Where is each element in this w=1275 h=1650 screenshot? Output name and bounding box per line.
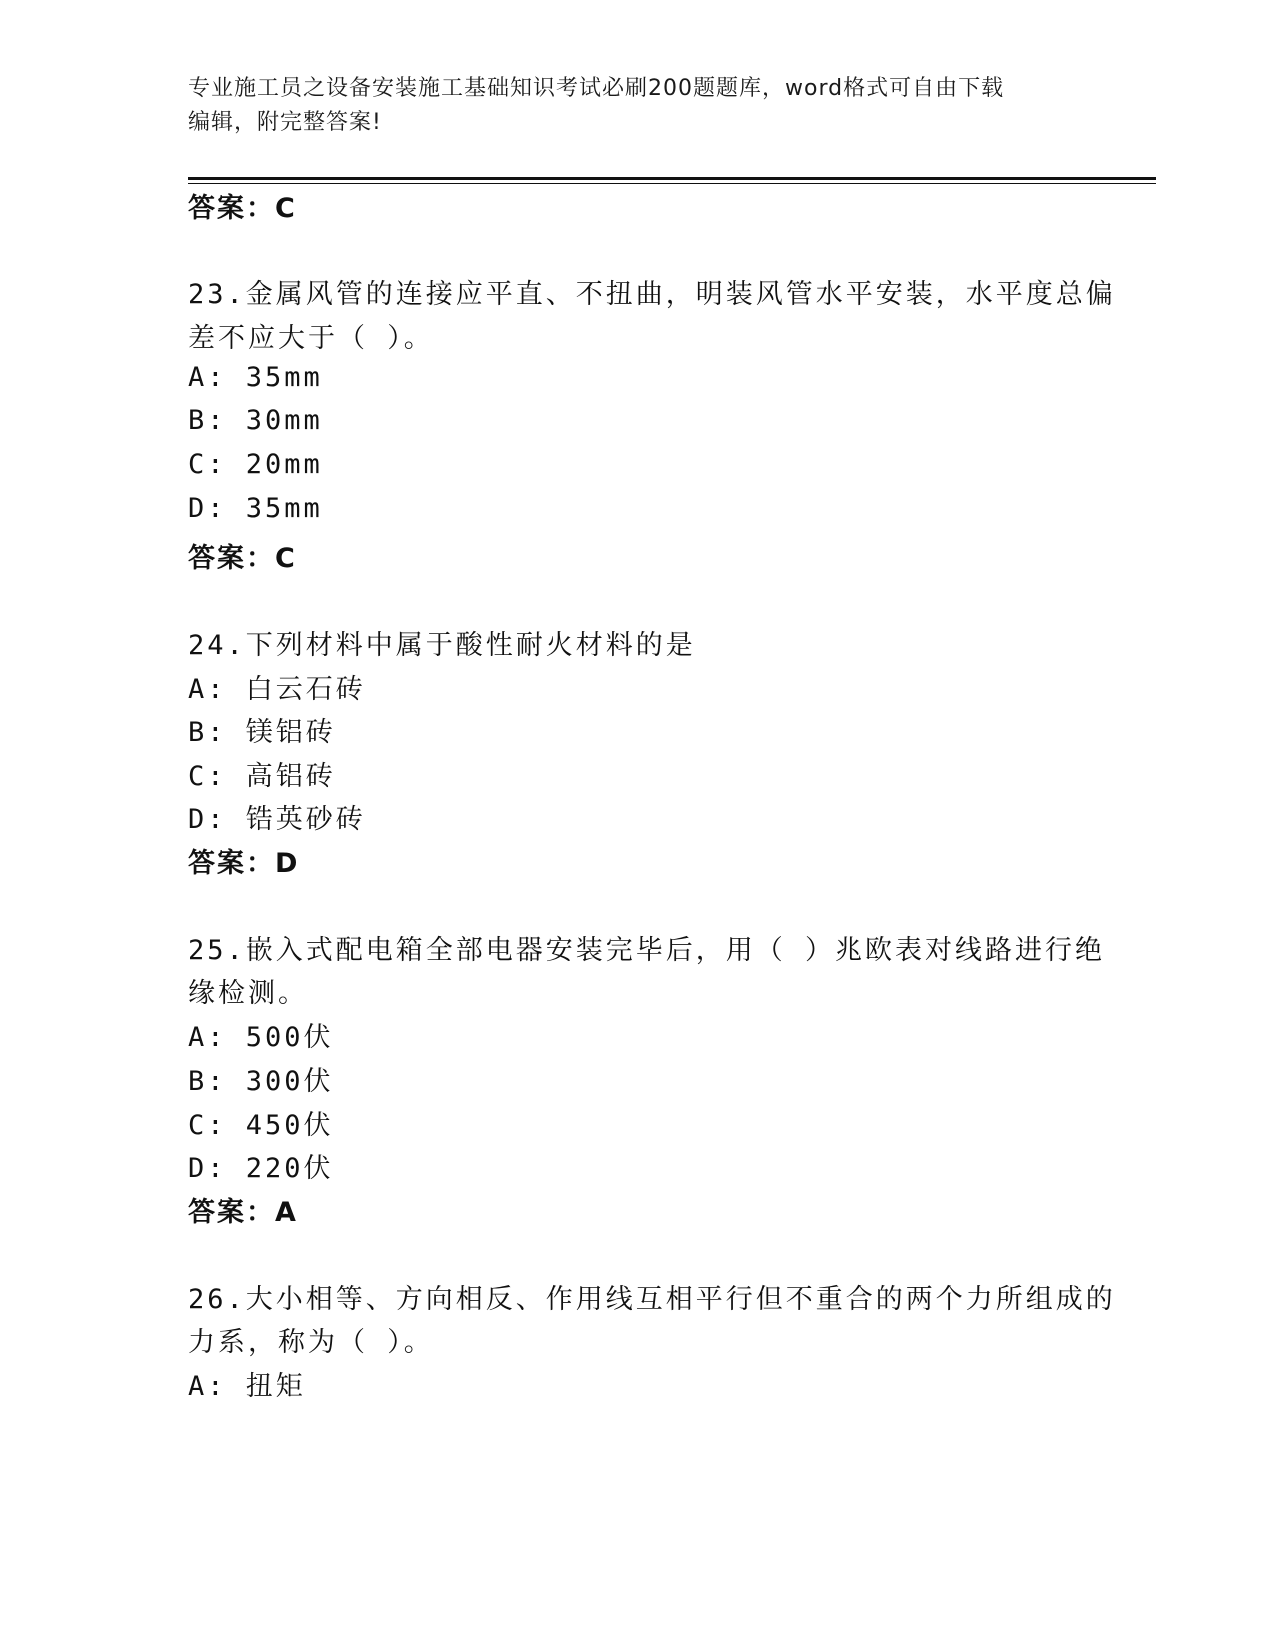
question-25-option-d: D: 220伏 (188, 1153, 334, 1184)
question-25-answer: 答案：A (188, 1197, 298, 1228)
question-25-stem-line-2: 缘检测。 (188, 978, 308, 1009)
question-24-option-d: D: 锆英砂砖 (188, 804, 366, 835)
question-26-stem-line-2: 力系，称为（ ）。 (188, 1327, 434, 1358)
question-24-answer: 答案：D (188, 848, 300, 879)
header-line-2: 编辑，附完整答案! (188, 110, 382, 135)
question-24-option-b: B: 镁铝砖 (188, 717, 336, 748)
question-23-stem-line-1: 23.金属风管的连接应平直、不扭曲，明装风管水平安装，水平度总偏 (188, 279, 1116, 310)
answer-line: 答案：C (188, 193, 297, 224)
question-26-stem-line-1: 26.大小相等、方向相反、作用线互相平行但不重合的两个力所组成的 (188, 1284, 1116, 1315)
question-24-stem-line-1: 24.下列材料中属于酸性耐火材料的是 (188, 630, 696, 661)
header-line-1: 专业施工员之设备安装施工基础知识考试必刷200题题库，word格式可自由下载 (188, 76, 1005, 101)
question-24-option-c: C: 高铝砖 (188, 761, 336, 792)
header-divider-thin (188, 183, 1156, 184)
question-25-option-a: A: 500伏 (188, 1022, 334, 1053)
question-23-answer: 答案：C (188, 543, 297, 574)
question-23-option-c: C: 20mm (188, 449, 323, 480)
question-23-option-d: D: 35mm (188, 493, 323, 524)
question-26-option-a: A: 扭矩 (188, 1371, 306, 1402)
question-24-option-a: A: 白云石砖 (188, 674, 366, 705)
question-25-option-c: C: 450伏 (188, 1110, 334, 1141)
header-divider-thick (188, 177, 1156, 180)
question-23-option-b: B: 30mm (188, 405, 323, 436)
document-header (188, 72, 1088, 140)
question-25-option-b: B: 300伏 (188, 1066, 334, 1097)
question-23-option-a: A: 35mm (188, 362, 323, 393)
question-23-stem-line-2: 差不应大于（ ）。 (188, 323, 434, 354)
question-25-stem-line-1: 25.嵌入式配电箱全部电器安装完毕后，用（ ）兆欧表对线路进行绝 (188, 935, 1106, 966)
